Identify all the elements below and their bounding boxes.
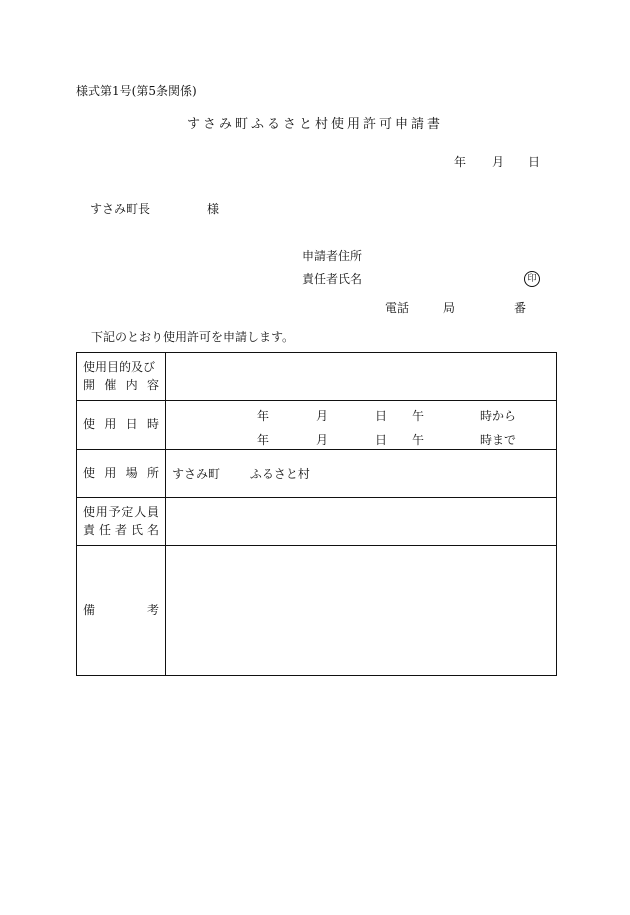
place-label-char: 使 [83, 465, 96, 480]
place-label [77, 450, 166, 498]
remarks-label [77, 546, 166, 676]
start-month-label: 月 [316, 409, 329, 423]
end-year-label: 年 [257, 433, 270, 447]
seal-text: 印 [527, 273, 537, 284]
datetime-label-char: 使 [83, 417, 96, 432]
people-label-char: 責 [83, 522, 96, 537]
phone-number-label: 番 [514, 301, 527, 315]
start-year-label: 年 [257, 409, 270, 423]
people-label-char: 名 [146, 522, 159, 537]
place-label-char: 場 [125, 465, 138, 480]
place-town: すさみ町 [172, 467, 221, 481]
place-value[interactable] [166, 450, 557, 498]
row-datetime [77, 401, 557, 450]
date-month-label: 月 [492, 155, 505, 169]
end-hour-suffix: 時まで [480, 433, 517, 447]
datetime-end-line [166, 425, 556, 449]
purpose-label-char: 開 [83, 377, 96, 392]
applicant-name-label: 責任者氏名 [302, 272, 363, 286]
people-label-char: 者 [114, 522, 127, 537]
row-people [77, 498, 557, 546]
datetime-label-char: 時 [146, 417, 159, 432]
datetime-label [77, 401, 166, 450]
datetime-start-line [166, 401, 556, 425]
addressee-honorific: 様 [207, 202, 220, 216]
people-label-char: 使 [83, 505, 96, 520]
place-label-char: 用 [104, 465, 117, 480]
row-purpose [77, 353, 557, 401]
people-label-line2 [83, 522, 159, 539]
purpose-label-char: 容 [146, 377, 159, 392]
people-label-line1 [83, 504, 159, 521]
purpose-label-char: 催 [104, 377, 117, 392]
remarks-label-char: 考 [146, 602, 159, 617]
applicant-address-label: 申請者住所 [302, 249, 363, 263]
people-label-char: 員 [146, 505, 159, 520]
application-table [76, 352, 557, 676]
purpose-label [77, 353, 166, 401]
row-remarks [77, 546, 557, 676]
people-label-char: 任 [98, 522, 111, 537]
end-ampm-label: 午 [412, 433, 425, 447]
date-year-label: 年 [454, 155, 467, 169]
people-label-char: 用 [95, 505, 108, 520]
remarks-value[interactable] [166, 546, 557, 676]
purpose-label-line2 [83, 377, 159, 394]
datetime-label-char: 用 [104, 417, 117, 432]
place-village: ふるさと村 [249, 467, 310, 481]
intro-text: 下記のとおり使用許可を申請します。 [91, 330, 295, 344]
datetime-value[interactable] [166, 401, 557, 450]
phone-label: 電話 [385, 301, 410, 315]
date-day-label: 日 [528, 155, 541, 169]
remarks-label-char: 備 [83, 602, 96, 617]
start-day-label: 日 [375, 409, 388, 423]
purpose-label-char: 内 [125, 377, 138, 392]
people-label-char: 氏 [130, 522, 143, 537]
end-month-label: 月 [316, 433, 329, 447]
form-number: 様式第1号(第5条関係) [76, 84, 197, 98]
people-label-char: 定 [121, 505, 134, 520]
start-ampm-label: 午 [412, 409, 425, 423]
people-label [77, 498, 166, 546]
end-day-label: 日 [375, 433, 388, 447]
datetime-label-char: 日 [125, 417, 138, 432]
people-value[interactable] [166, 498, 557, 546]
start-hour-suffix: 時から [480, 409, 517, 423]
document-title: すさみ町ふるさと村使用許可申請書 [186, 117, 443, 132]
people-label-char: 予 [108, 505, 121, 520]
addressee-name: すさみ町長 [90, 202, 151, 216]
phone-exchange-label: 局 [443, 301, 456, 315]
purpose-value[interactable] [166, 353, 557, 401]
seal-mark [524, 271, 540, 287]
purpose-label-line1: 使用目的及び [83, 360, 156, 375]
place-label-char: 所 [146, 465, 159, 480]
people-label-char: 人 [134, 505, 147, 520]
row-place [77, 450, 557, 498]
